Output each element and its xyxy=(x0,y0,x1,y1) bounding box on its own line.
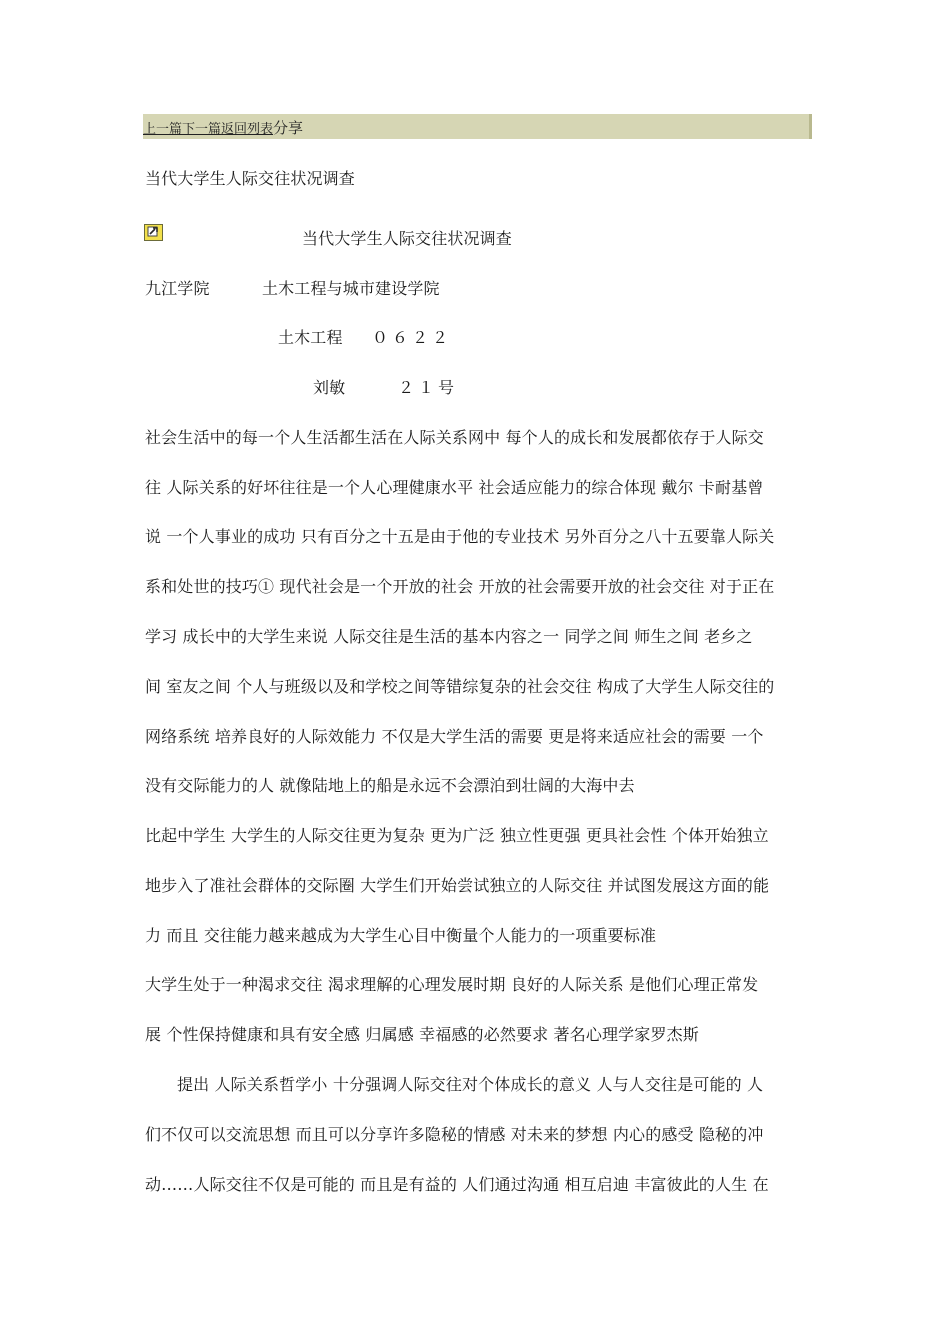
share-link[interactable]: 分享 xyxy=(273,119,304,137)
body-line: 系和处世的技巧① 现代社会是一个开放的社会 开放的社会需要开放的社会交往 对于正在 xyxy=(145,577,775,596)
prev-article-link[interactable]: 上一篇 xyxy=(143,122,183,137)
author-name: 刘敏 xyxy=(313,378,346,397)
body-line: 间 室友之间 个人与班级以及和学校之间等错综复杂的社会交往 构成了大学生人际交往的 xyxy=(145,677,775,696)
article-nav-bar xyxy=(143,114,812,139)
body-line: 社会生活中的每一个人生活都生活在人际关系网中 每个人的成长和发展都依存于人际交 xyxy=(145,428,764,447)
body-line: 大学生处于一种渴求交往 渴求理解的心理发展时期 良好的人际关系 是他们心理正常发 xyxy=(145,975,759,994)
author-number: ２１号 xyxy=(398,378,459,397)
back-to-list-link[interactable]: 返回列表 xyxy=(221,122,274,137)
body-line: 地步入了准社会群体的交际圈 大学生们开始尝试独立的人际交往 并试图发展这方面的能 xyxy=(145,876,770,895)
author-college: 土木工程与城市建设学院 xyxy=(262,279,440,298)
body-line: 力 而且 交往能力越来越成为大学生心目中衡量个人能力的一项重要标准 xyxy=(145,926,657,945)
body-line: 展 个性保持健康和具有安全感 归属感 幸福感的必然要求 著名心理学家罗杰斯 xyxy=(145,1025,699,1044)
author-major: 土木工程 xyxy=(278,328,343,347)
page-title: 当代大学生人际交往状况调查 xyxy=(145,169,355,188)
body-line: 学习 成长中的大学生来说 人际交往是生活的基本内容之一 同学之间 师生之间 老乡之 xyxy=(145,627,753,646)
body-line: 网络系统 培养良好的人际效能力 不仅是大学生活的需要 更是将来适应社会的需要 一个 xyxy=(145,727,764,746)
body-line: 往 人际关系的好坏往往是一个人心理健康水平 社会适应能力的综合体现 戴尔 卡耐基曾 xyxy=(145,478,764,497)
body-line: 说 一个人事业的成功 只有百分之十五是由于他的专业技术 另外百分之八十五要靠人际关 xyxy=(145,527,775,546)
body-line: 比起中学生 大学生的人际交往更为复杂 更为广泛 独立性更强 更具社会性 个体开始独立 xyxy=(145,826,769,845)
body-line: 提出 人际关系哲学小 十分强调人际交往对个体成长的意义 人与人交往是可能的 人 xyxy=(177,1075,764,1094)
article-title: 当代大学生人际交往状况调查 xyxy=(302,229,512,248)
author-school: 九江学院 xyxy=(145,279,210,298)
author-class: ０６２２ xyxy=(372,328,453,347)
next-article-link[interactable]: 下一篇 xyxy=(182,122,222,137)
broken-image-icon xyxy=(144,224,163,241)
body-line: 动……人际交往不仅是可能的 而且是有益的 人们通过沟通 相互启迪 丰富彼此的人生 在 xyxy=(145,1175,769,1194)
body-line: 们不仅可以交流思想 而且可以分享许多隐秘的情感 对未来的梦想 内心的感受 隐秘的冲 xyxy=(145,1125,764,1144)
body-line: 没有交际能力的人 就像陆地上的船是永远不会漂泊到壮阔的大海中去 xyxy=(145,776,635,795)
